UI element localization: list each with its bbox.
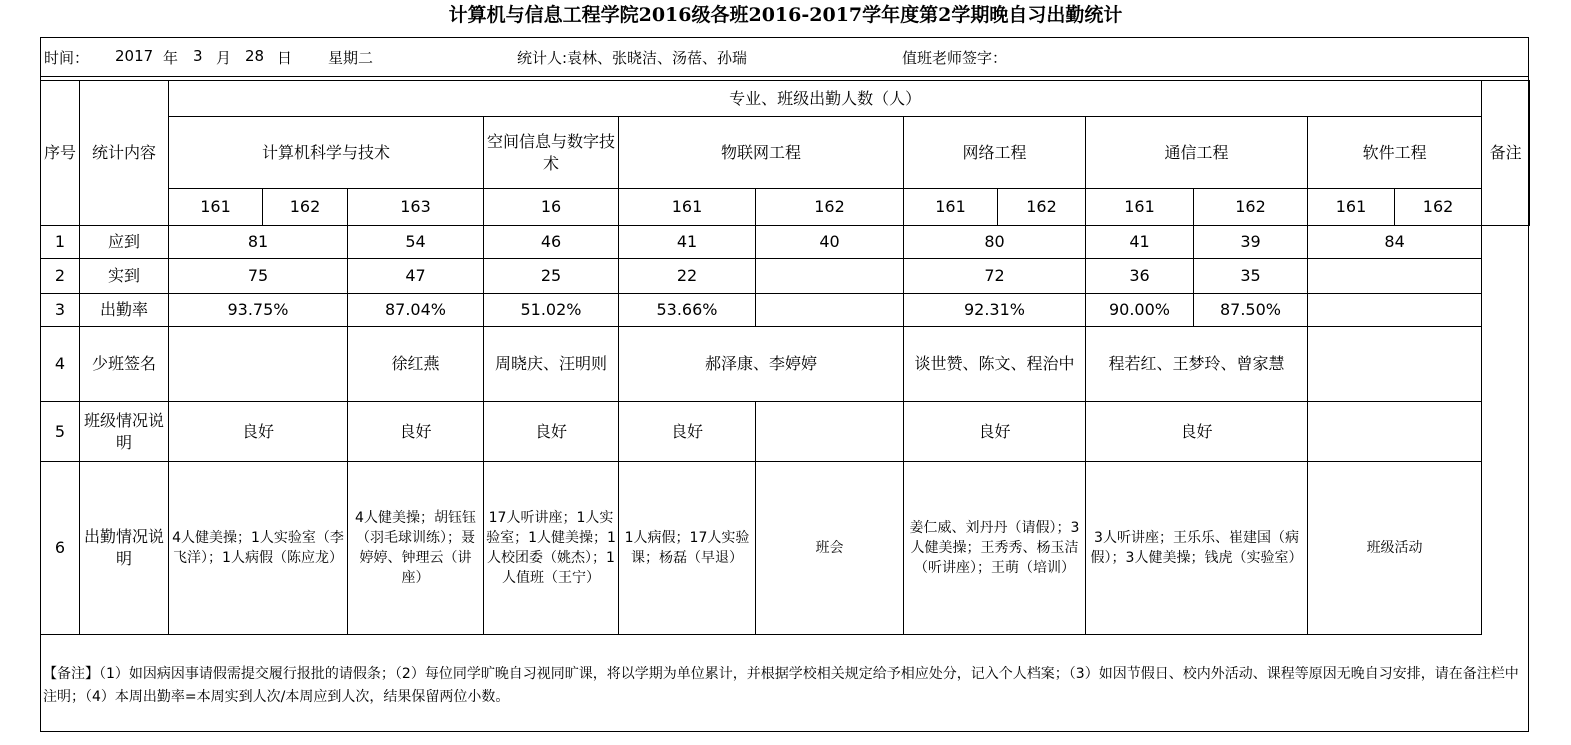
value-cell: 36 bbox=[1086, 259, 1194, 294]
class-cell: 162 bbox=[263, 189, 348, 226]
time-label: 时间： bbox=[44, 49, 90, 67]
year-value: 2017 bbox=[115, 47, 154, 65]
value-cell: 46 bbox=[484, 226, 619, 259]
value-cell: 程若红、王梦玲、曾家慧 bbox=[1086, 327, 1308, 402]
info-bar bbox=[40, 37, 1529, 77]
header-majors-group: 专业、班级出勤人数（人） bbox=[169, 81, 1482, 117]
value-cell: 良好 bbox=[1086, 402, 1308, 462]
row-rate bbox=[41, 294, 1530, 327]
class-cell: 16 bbox=[484, 189, 619, 226]
value-cell: 41 bbox=[1086, 226, 1194, 259]
value-cell: 39 bbox=[1194, 226, 1308, 259]
value-cell: 87.04% bbox=[348, 294, 484, 327]
value-cell: 53.66% bbox=[619, 294, 756, 327]
value-cell: 姜仁威、刘丹丹（请假）；3人健美操；王秀秀、杨玉洁（听讲座）；王萌（培训） bbox=[904, 462, 1086, 635]
month-unit: 月 bbox=[216, 49, 232, 67]
class-cell: 162 bbox=[1395, 189, 1482, 226]
row-index: 3 bbox=[41, 294, 80, 327]
value-cell: 良好 bbox=[904, 402, 1086, 462]
row-label: 应到 bbox=[80, 226, 169, 259]
value-cell: 92.31% bbox=[904, 294, 1086, 327]
value-cell: 72 bbox=[904, 259, 1086, 294]
empty-cell bbox=[1308, 259, 1482, 294]
header-row-classes bbox=[41, 189, 1530, 226]
header-content: 统计内容 bbox=[80, 81, 169, 226]
major-cs: 计算机科学与技术 bbox=[169, 117, 484, 189]
value-cell: 徐红燕 bbox=[348, 327, 484, 402]
value-cell: 良好 bbox=[169, 402, 348, 462]
empty-cell bbox=[1308, 402, 1482, 462]
row-index: 1 bbox=[41, 226, 80, 259]
header-row-group bbox=[41, 81, 1530, 117]
row-index: 5 bbox=[41, 402, 80, 462]
major-spatial: 空间信息与数字技术 bbox=[484, 117, 619, 189]
empty-cell bbox=[169, 327, 348, 402]
class-cell: 161 bbox=[1086, 189, 1194, 226]
empty-cell bbox=[1308, 327, 1482, 402]
day-unit: 日 bbox=[277, 49, 293, 67]
value-cell: 40 bbox=[756, 226, 904, 259]
class-cell: 161 bbox=[619, 189, 756, 226]
value-cell: 良好 bbox=[484, 402, 619, 462]
row-class-status bbox=[41, 402, 1530, 462]
value-cell: 35 bbox=[1194, 259, 1308, 294]
value-cell: 41 bbox=[619, 226, 756, 259]
row-index: 4 bbox=[41, 327, 80, 402]
row-index: 6 bbox=[41, 462, 80, 635]
major-software: 软件工程 bbox=[1308, 117, 1482, 189]
row-signatures bbox=[41, 327, 1530, 402]
empty-cell bbox=[756, 259, 904, 294]
class-cell: 163 bbox=[348, 189, 484, 226]
value-cell: 4人健美操；1人实验室（李飞洋）；1人病假（陈应龙） bbox=[169, 462, 348, 635]
row-label: 实到 bbox=[80, 259, 169, 294]
value-cell: 54 bbox=[348, 226, 484, 259]
value-cell: 81 bbox=[169, 226, 348, 259]
year-unit: 年 bbox=[163, 49, 179, 67]
major-telecom: 通信工程 bbox=[1086, 117, 1308, 189]
empty-cell bbox=[756, 402, 904, 462]
page-title: 计算机与信息工程学院2016级各班2016-2017学年度第2学期晚自习出勤统计 bbox=[448, 4, 1123, 26]
value-cell: 47 bbox=[348, 259, 484, 294]
header-remark: 备注 bbox=[1482, 81, 1530, 226]
value-cell: 17人听讲座；1人实验室；1人健美操；1人校团委（姚杰）；1人值班（王宁） bbox=[484, 462, 619, 635]
major-network: 网络工程 bbox=[904, 117, 1086, 189]
value-cell: 87.50% bbox=[1194, 294, 1308, 327]
value-cell: 4人健美操；胡钰钰（羽毛球训练）；聂婷婷、钟理云（讲座） bbox=[348, 462, 484, 635]
value-cell: 90.00% bbox=[1086, 294, 1194, 327]
value-cell: 良好 bbox=[619, 402, 756, 462]
row-actual bbox=[41, 259, 1530, 294]
footnote: 【备注】（1）如因病因事请假需提交履行报批的请假条；（2）每位同学旷晚自习视同旷课，将以学期为单位累计，并根据学校相关规定给予相应处分，记入个人档案；（3）如因节假日、校内外活动、课程等原因无晚自习安排，请在备注栏中注明；（4）本周出勤率=本周实到人次/本周应到人次，结果保留两位小数。 bbox=[43, 666, 1519, 705]
empty-cell bbox=[1308, 294, 1482, 327]
weekday-value: 星期二 bbox=[328, 49, 374, 67]
class-cell: 161 bbox=[904, 189, 998, 226]
value-cell: 93.75% bbox=[169, 294, 348, 327]
teacher-signature-field[interactable]: 值班老师签字： bbox=[902, 49, 1008, 67]
row-label: 少班签名 bbox=[80, 327, 169, 402]
header-row-majors bbox=[41, 117, 1530, 189]
value-cell: 84 bbox=[1308, 226, 1482, 259]
row-index: 2 bbox=[41, 259, 80, 294]
value-cell: 周晓庆、汪明则 bbox=[484, 327, 619, 402]
major-iot: 物联网工程 bbox=[619, 117, 904, 189]
value-cell: 郝泽康、李婷婷 bbox=[619, 327, 904, 402]
value-cell: 良好 bbox=[348, 402, 484, 462]
class-cell: 162 bbox=[756, 189, 904, 226]
remark-column-body bbox=[1482, 226, 1530, 635]
value-cell: 班级活动 bbox=[1308, 462, 1482, 635]
value-cell: 51.02% bbox=[484, 294, 619, 327]
row-expected bbox=[41, 226, 1530, 259]
class-cell: 161 bbox=[1308, 189, 1395, 226]
row-label: 出勤率 bbox=[80, 294, 169, 327]
value-cell: 3人听讲座；王乐乐、崔建国（病假）；3人健美操；钱虎（实验室） bbox=[1086, 462, 1308, 635]
value-cell: 75 bbox=[169, 259, 348, 294]
empty-cell bbox=[756, 294, 904, 327]
row-attendance-notes bbox=[41, 462, 1530, 635]
header-index: 序号 bbox=[41, 81, 80, 226]
value-cell: 22 bbox=[619, 259, 756, 294]
row-label: 出勤情况说明 bbox=[80, 462, 169, 635]
row-label: 班级情况说明 bbox=[80, 402, 169, 462]
counter-names: 统计人:袁林、张晓洁、汤蓓、孙瑞 bbox=[517, 49, 748, 67]
value-cell: 1人病假；17人实验课；杨磊（早退） bbox=[619, 462, 756, 635]
class-cell: 162 bbox=[998, 189, 1086, 226]
day-value: 28 bbox=[245, 47, 265, 65]
class-cell: 161 bbox=[169, 189, 263, 226]
value-cell: 25 bbox=[484, 259, 619, 294]
attendance-table bbox=[40, 80, 1530, 635]
value-cell: 80 bbox=[904, 226, 1086, 259]
month-value: 3 bbox=[193, 47, 203, 65]
value-cell: 班会 bbox=[756, 462, 904, 635]
class-cell: 162 bbox=[1194, 189, 1308, 226]
value-cell: 谈世赞、陈文、程治中 bbox=[904, 327, 1086, 402]
